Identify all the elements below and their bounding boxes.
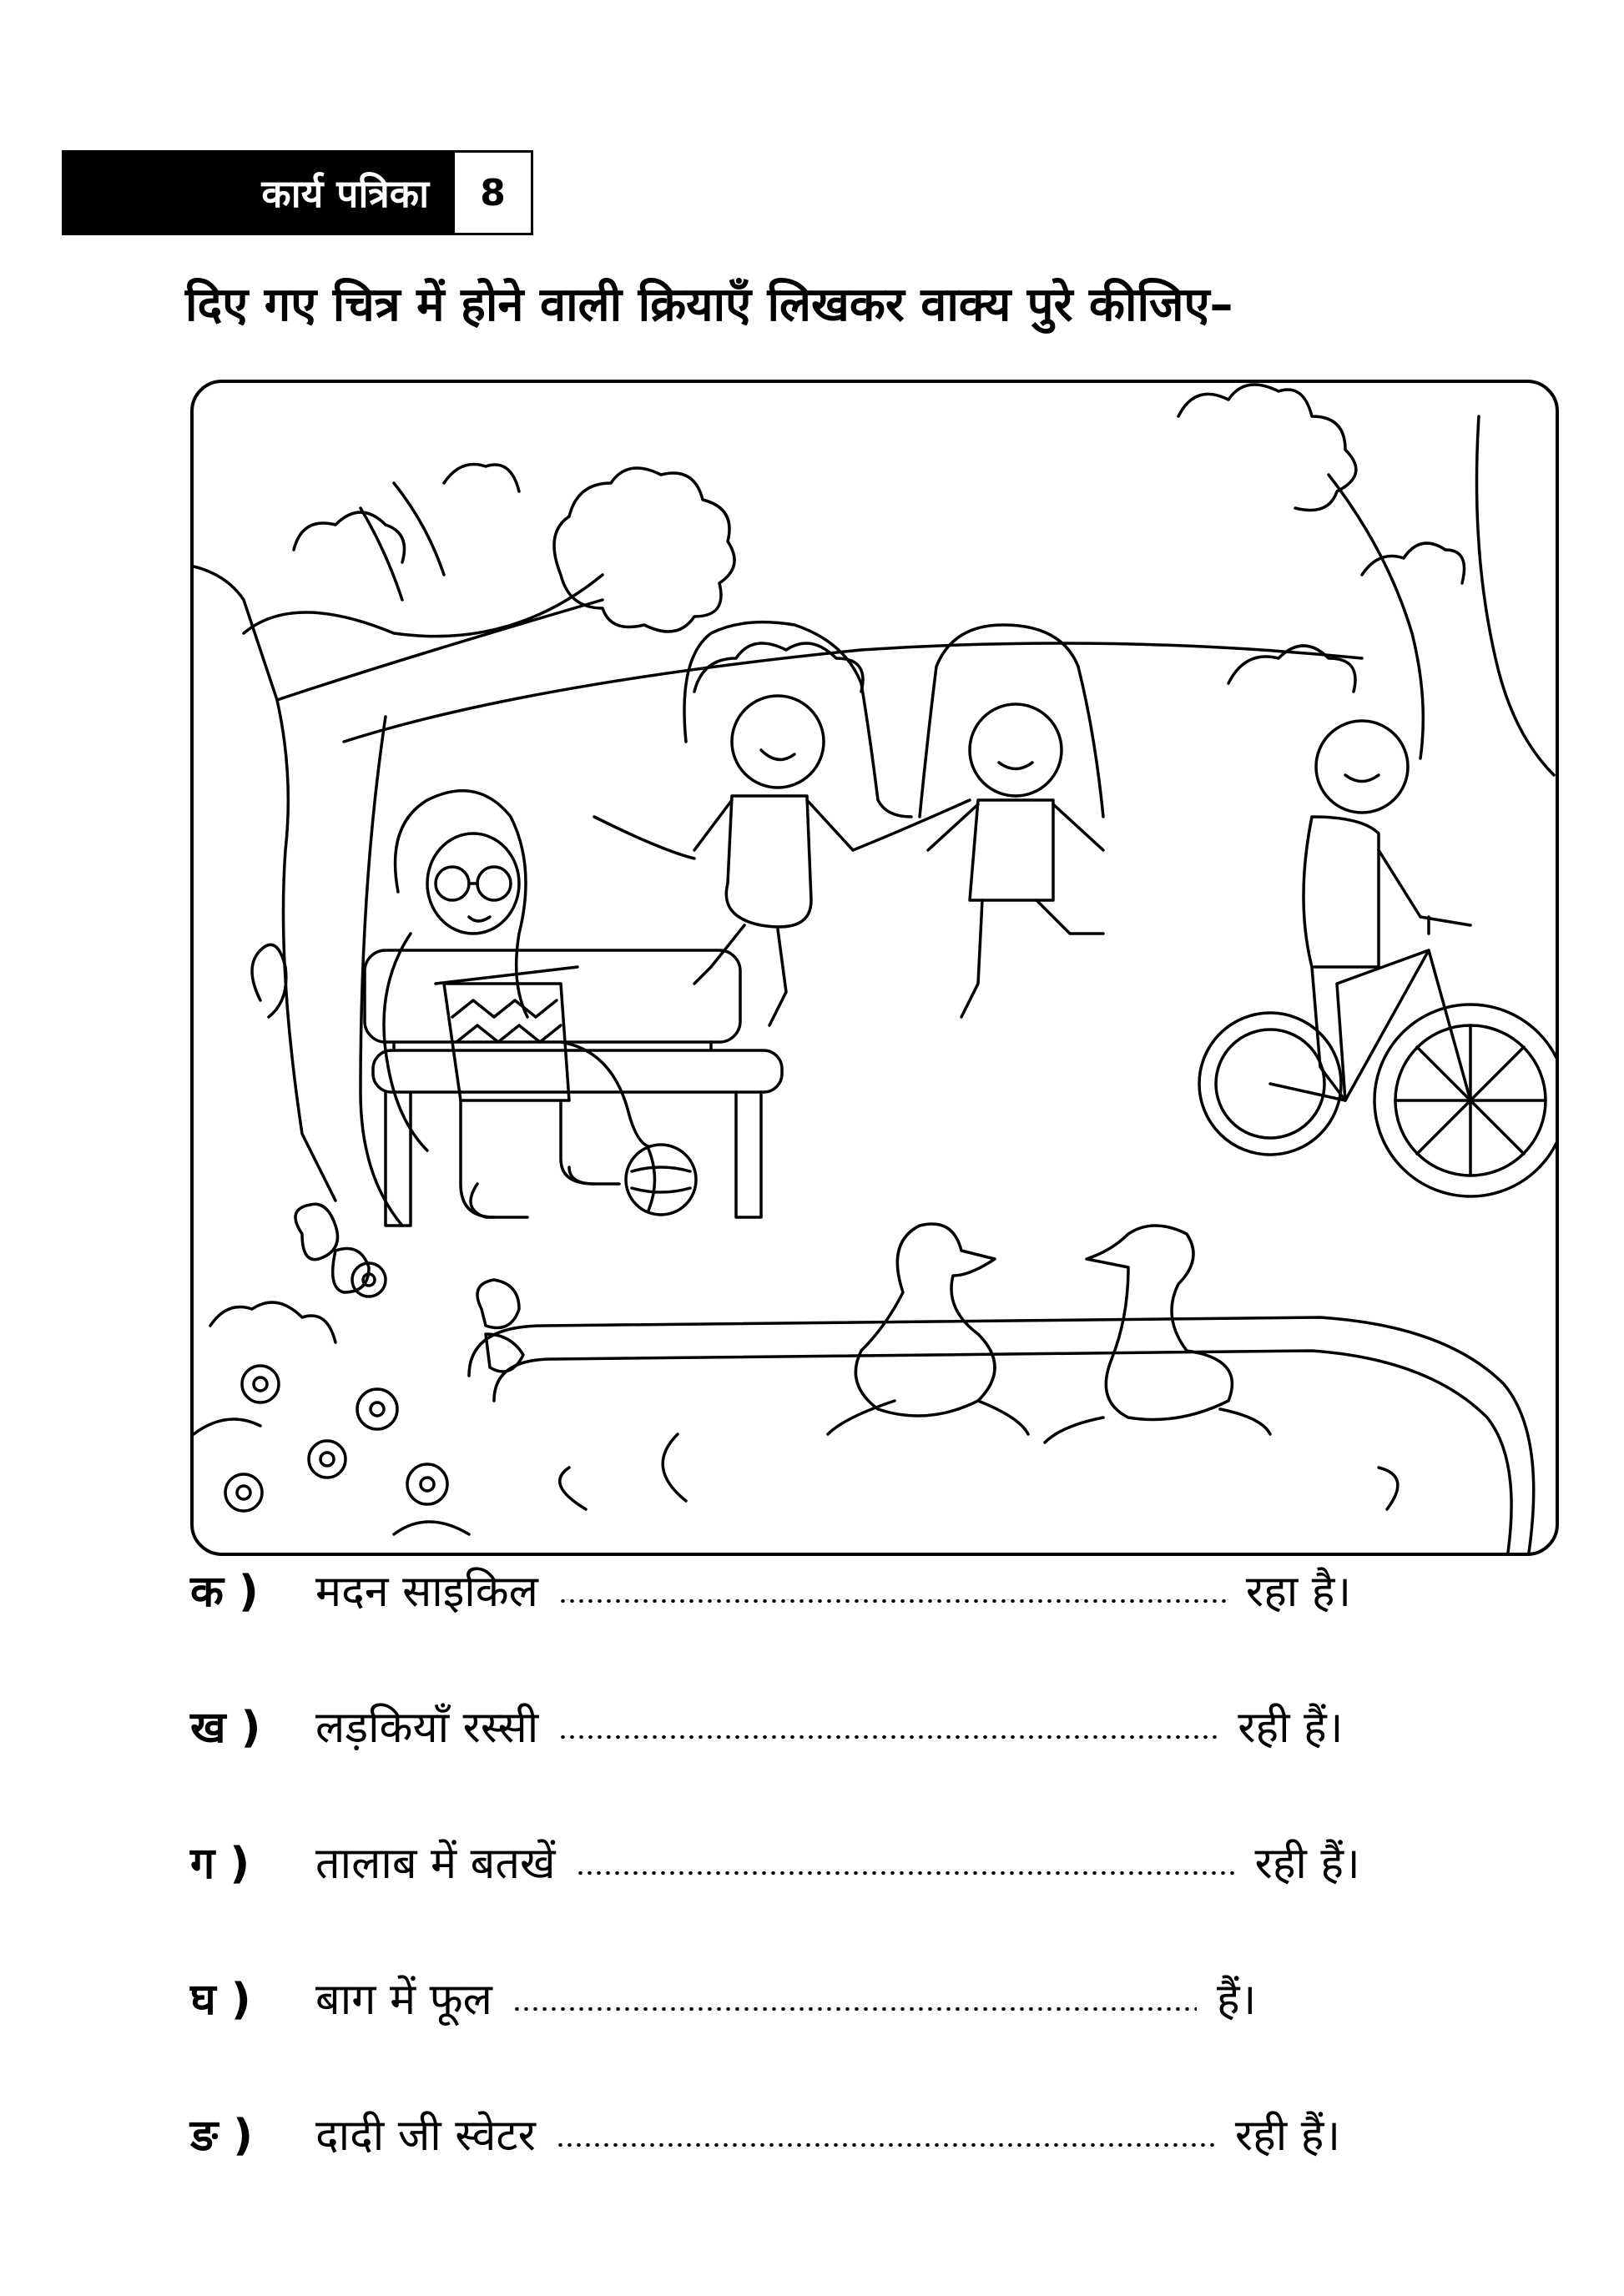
question-suffix: हैं। — [1216, 1974, 1257, 2025]
grandmother-knitting — [384, 791, 696, 1217]
question-row-1 — [190, 1552, 1592, 1627]
question-prefix: दादी जी स्वेटर — [315, 2110, 536, 2161]
question-row-2 — [190, 1688, 1592, 1763]
boy-on-bicycle — [1199, 721, 1556, 1196]
flower-icon — [194, 1263, 469, 1534]
park-illustration — [190, 380, 1559, 1556]
question-suffix: रही हैं। — [1254, 1838, 1360, 1889]
question-marker: ख ) — [190, 1702, 261, 1753]
bench — [365, 950, 782, 1226]
question-prefix: मदन साइकिल — [315, 1566, 538, 1617]
instruction-text: दिए गए चित्र में होने वाली क्रियाएँ लिखकर वाक्य पुरे कीजिए– — [185, 278, 1233, 332]
answer-blank[interactable] — [512, 2007, 1197, 2011]
girl-skipping-rope — [594, 622, 970, 1025]
worksheet-header — [62, 150, 533, 235]
pond — [469, 1317, 1534, 1553]
answer-blank[interactable] — [576, 1871, 1235, 1875]
worksheet-title: कार्य पत्रिका — [64, 153, 452, 233]
question-marker: ङ ) — [190, 2110, 253, 2161]
question-row-5 — [190, 2096, 1592, 2171]
answer-blank[interactable] — [558, 1735, 1218, 1739]
question-row-3 — [190, 1824, 1592, 1899]
question-marker: क ) — [190, 1566, 259, 1617]
answer-blank[interactable] — [558, 1599, 1226, 1603]
question-suffix: रहा है। — [1245, 1566, 1352, 1617]
question-prefix: लड़कियाँ रस्सी — [315, 1702, 539, 1753]
girl-skipping-rope-2 — [920, 625, 1103, 1017]
question-suffix: रही हैं। — [1234, 2110, 1341, 2161]
tree-illustration — [194, 465, 1362, 1226]
worksheet-number: 8 — [452, 153, 531, 233]
question-prefix: तालाब में बतखें — [315, 1838, 556, 1889]
question-marker: घ ) — [190, 1974, 251, 2025]
question-prefix: बाग में फूल — [315, 1974, 492, 2025]
duck-icon — [828, 1224, 1270, 1443]
butterfly-icon — [295, 1204, 523, 1372]
question-marker: ग ) — [190, 1838, 250, 1889]
question-row-4 — [190, 1960, 1592, 2035]
right-tree — [1178, 385, 1554, 775]
answer-blank[interactable] — [556, 2143, 1215, 2147]
question-suffix: रही हैं। — [1238, 1702, 1344, 1753]
